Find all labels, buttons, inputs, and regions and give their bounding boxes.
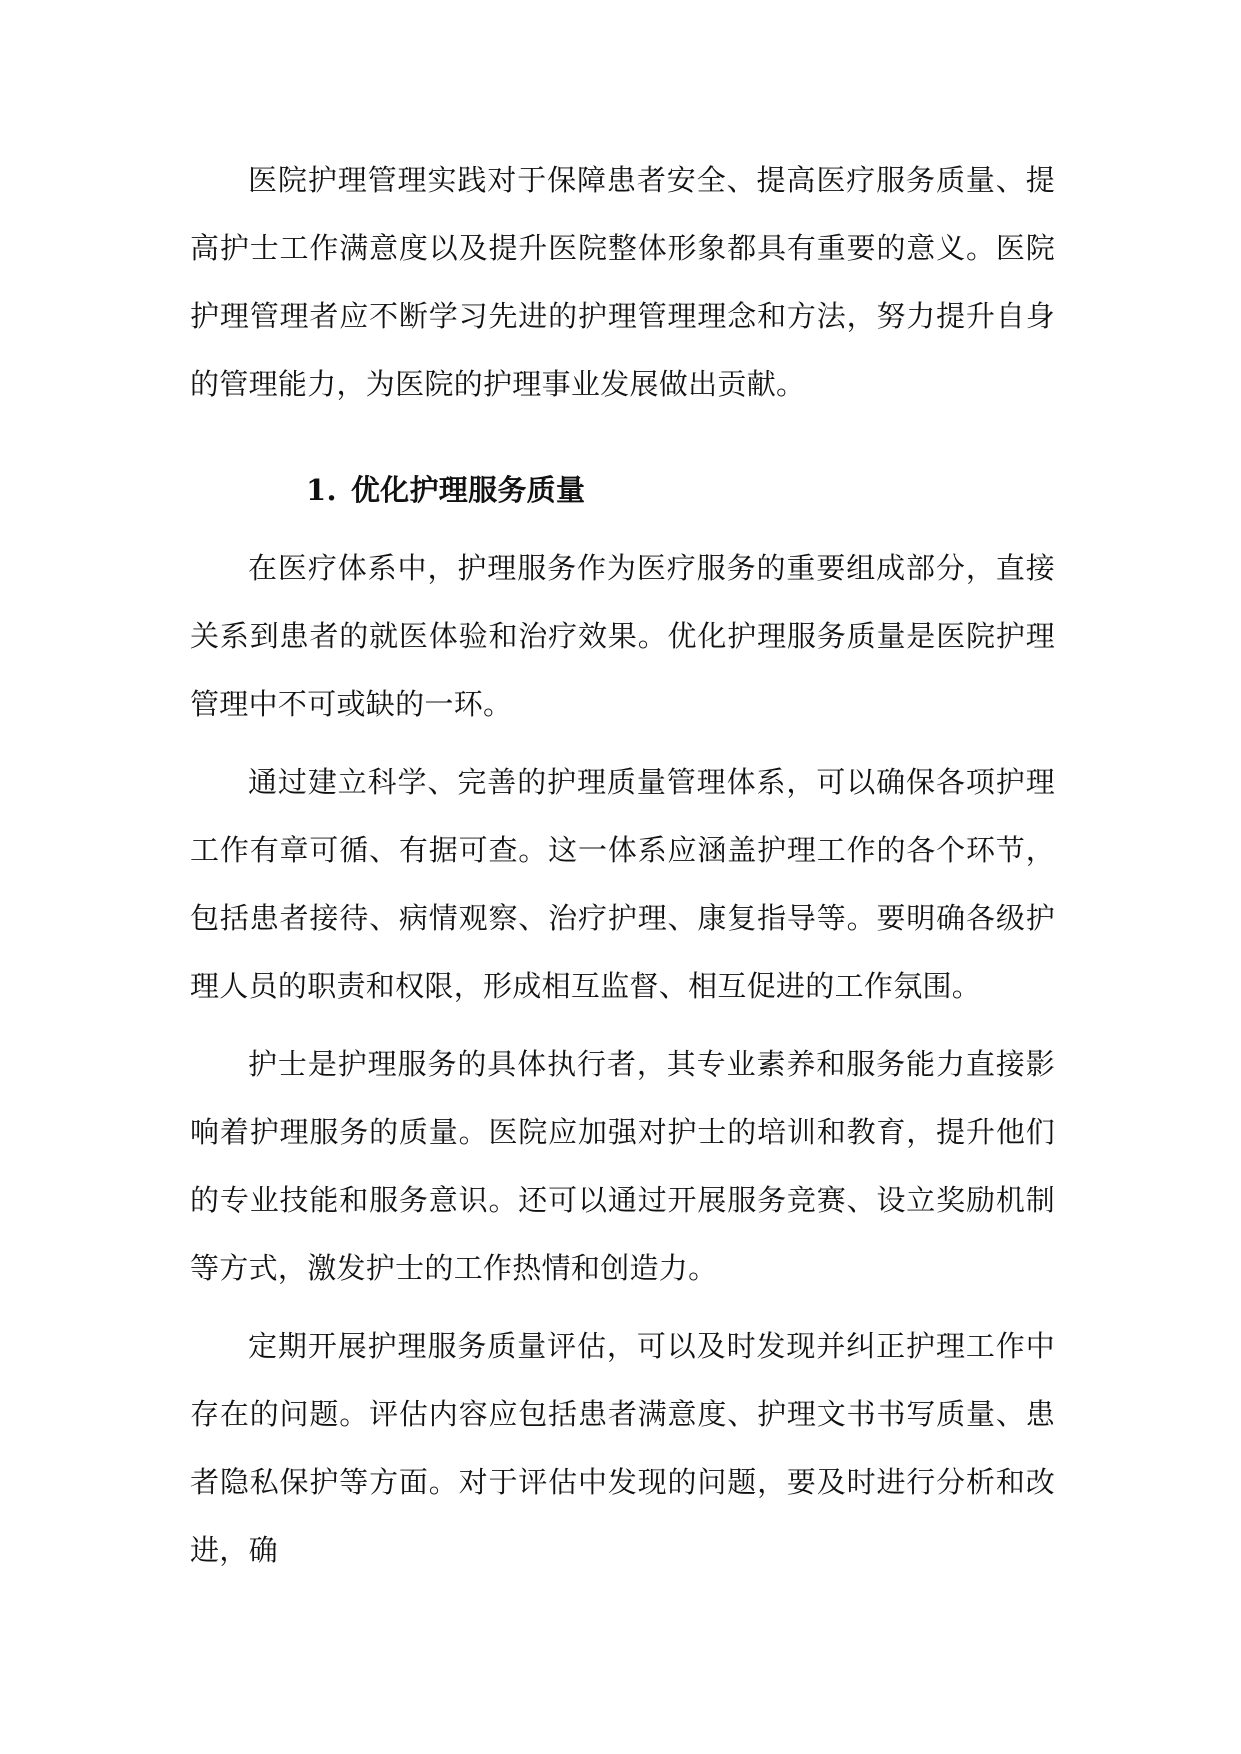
paragraph-3: 护士是护理服务的具体执行者，其专业素养和服务能力直接影响着护理服务的质量。医院应加强对护士的培训和教育，提升他们的专业技能和服务意识。还可以通过开展服务竞赛、设立奖励机制等方式，激发护士的工作热情和创造力。 — [190, 1047, 1055, 1285]
paragraph-4: 定期开展护理服务质量评估，可以及时发现并纠正护理工作中存在的问题。评估内容应包括患者满意度、护理文书书写质量、患者隐私保护等方面。对于评估中发现的问题，要及时进行分析和改进，确 — [190, 1329, 1055, 1567]
paragraph-1: 在医疗体系中，护理服务作为医疗服务的重要组成部分，直接关系到患者的就医体验和治疗效果。优化护理服务质量是医院护理管理中不可或缺的一环。 — [190, 551, 1055, 721]
section-number: 1. — [306, 473, 337, 507]
document-body — [190, 146, 1055, 1584]
paragraph-2: 通过建立科学、完善的护理质量管理体系，可以确保各项护理工作有章可循、有据可查。这一体系应涵盖护理工作的各个环节，包括患者接待、病情观察、治疗护理、康复指导等。要明确各级护理人员的职责和权限，形成相互监督、相互促进的工作氛围。 — [190, 765, 1055, 1003]
section-title: 优化护理服务质量 — [350, 473, 586, 507]
paragraph-intro: 医院护理管理实践对于保障患者安全、提高医疗服务质量、提高护士工作满意度以及提升医院整体形象都具有重要的意义。医院护理管理者应不断学习先进的护理管理理念和方法，努力提升自身的管理能力，为医院的护理事业发展做出贡献。 — [190, 163, 1055, 401]
section-heading — [190, 456, 1055, 524]
